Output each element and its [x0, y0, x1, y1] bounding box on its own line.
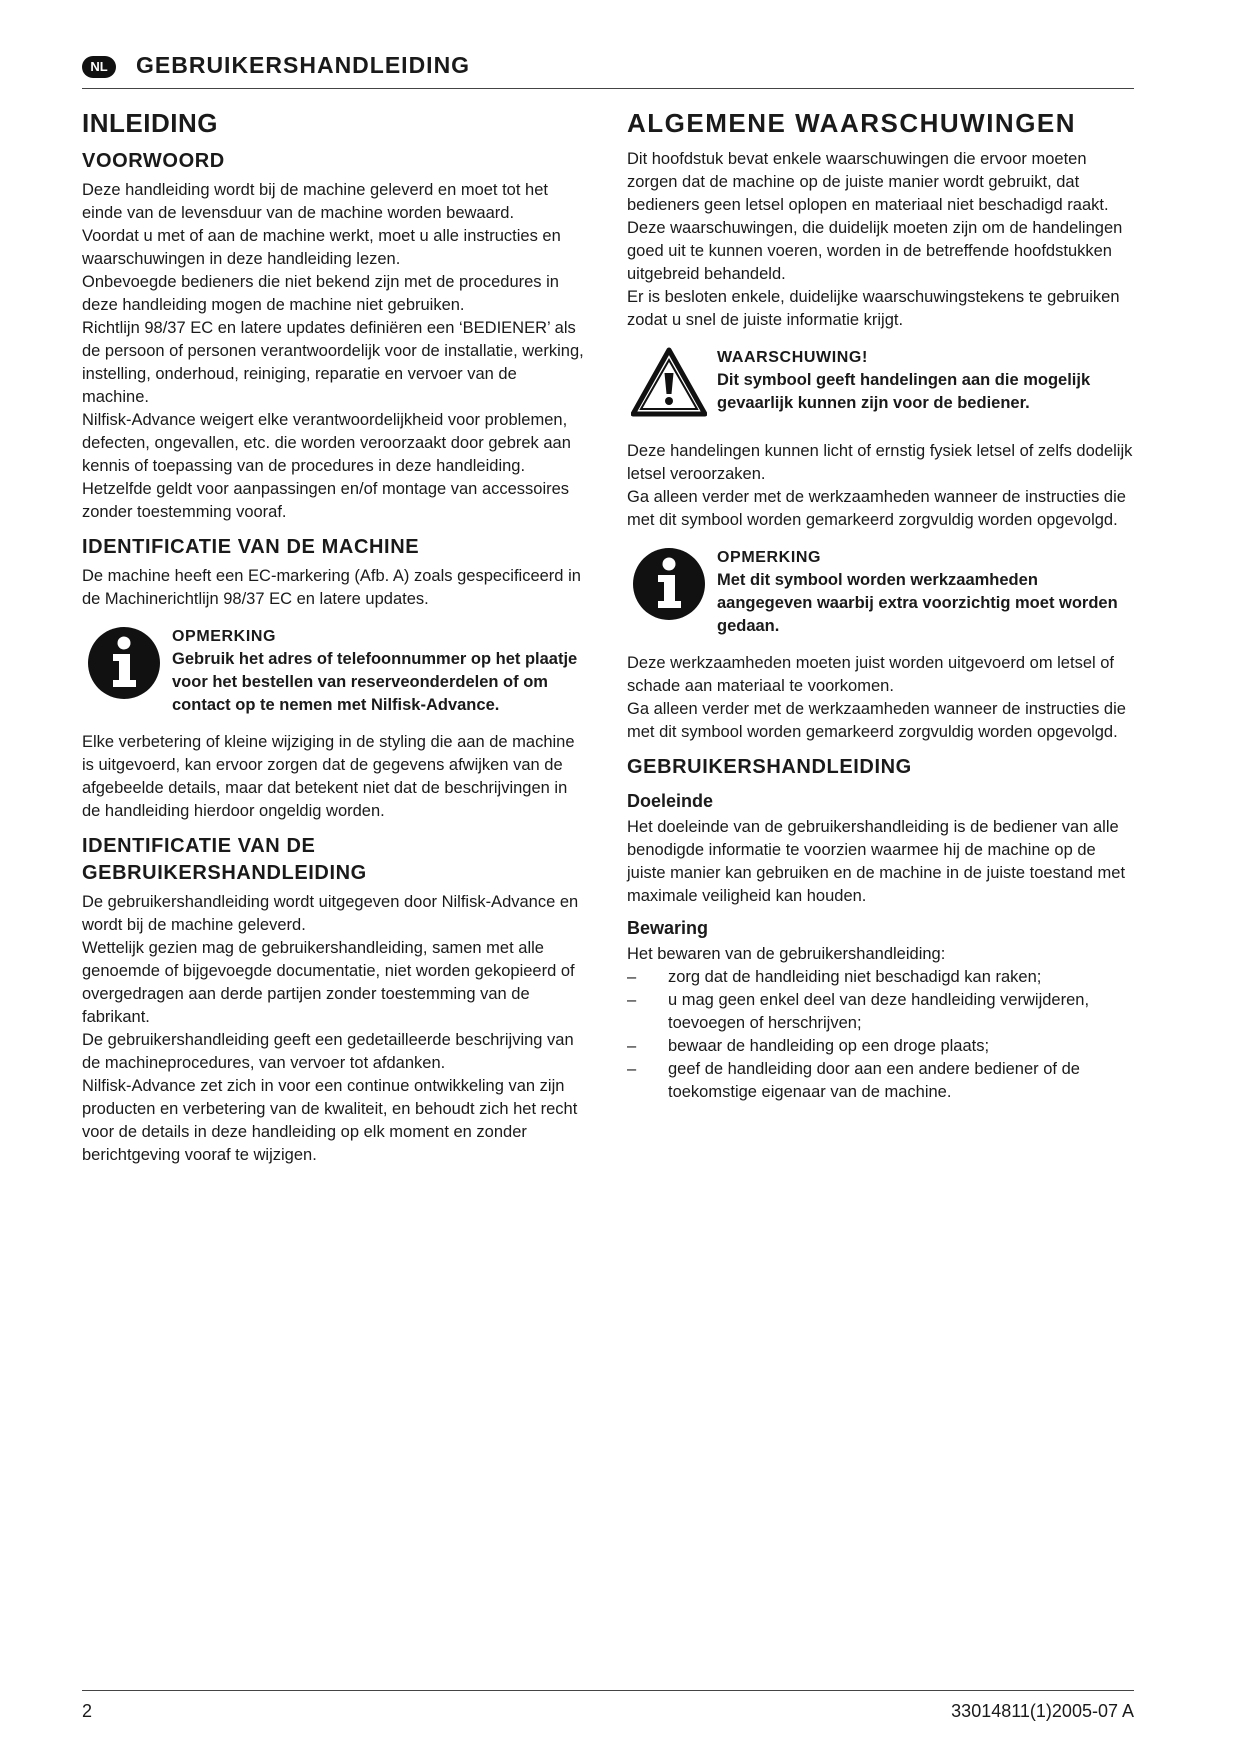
paragraph: Het doeleinde van de gebruikershandleiding is de bediener van alle benodigde informatie te voorzien waarmee hij de machine op de juiste manier kan gebruiken en de machine in de juiste toestand met maximale veiligheid kan houden. — [627, 818, 1126, 905]
list-item: – bewaar de handleiding op een droge plaats; — [627, 1035, 1133, 1058]
paragraph: De gebruikershandleiding wordt uitgegeven door Nilfisk-Advance en wordt bij de machine geleverd. — [82, 893, 579, 934]
subheading-doeleinde: Doeleinde — [627, 791, 714, 811]
heading-identificatie-machine: IDENTIFICATIE VAN DE MACHINE — [82, 536, 420, 558]
paragraph: Onbevoegde bedieners die niet bekend zijn met de procedures in deze handleiding mogen de machine niet gebruiken. — [82, 273, 559, 314]
page-header — [82, 50, 1134, 89]
info-icon — [86, 625, 162, 701]
heading-gebruikershandleiding: GEBRUIKERSHANDLEIDING — [627, 756, 912, 778]
paragraph: Deze handelingen kunnen licht of ernstig fysiek letsel of zelfs dodelijk letsel veroorzaken. — [627, 442, 1133, 483]
bewaring-list — [627, 966, 1133, 1104]
paragraph: Elke verbetering of kleine wijziging in de styling die aan de machine is uitgevoerd, kan ervoor zorgen dat de gegevens afwijken van de afgebeelde details, maar dat betekent niet dat de beschrijvingen in de handleiding hierdoor ongeldig worden. — [82, 733, 575, 820]
header-title: GEBRUIKERSHANDLEIDING — [136, 52, 471, 78]
list-item: – geef de handleiding door aan een andere bediener of de toekomstige eigenaar van de machine. — [627, 1058, 1133, 1104]
paragraph: Nilfisk-Advance zet zich in voor een continue ontwikkeling van zijn producten en verbetering van de kwaliteit, en behoudt zich het recht voor de details in deze handleiding op elk moment en zonder berichtgeving vooraf te wijzigen. — [82, 1077, 578, 1164]
page-footer — [82, 1690, 1134, 1721]
paragraph: Ga alleen verder met de werkzaamheden wanneer de instructies die met dit symbool worden gemarkeerd zorgvuldig worden opgevolgd. — [627, 700, 1126, 741]
section-title-inleiding: INLEIDING — [82, 108, 218, 138]
paragraph: Het bewaren van de gebruikershandleiding: — [627, 945, 946, 963]
paragraph: Deze waarschuwingen, die duidelijk moeten zijn om de handelingen goed uit te kunnen voeren, worden in de betreffende hoofdstukken uitgebreid behandeld. — [627, 219, 1123, 283]
paragraph: Wettelijk gezien mag de gebruikershandleiding, samen met alle genoemde of bijgevoegde documentatie, niet worden gekopieerd of overgedragen aan derde partijen zonder toestemming van de fabrikant. — [82, 939, 575, 1026]
heading-identificatie-handleiding: IDENTIFICATIE VAN DE GEBRUIKERSHANDLEIDING — [82, 835, 367, 884]
section-title-algemene-waarschuwingen: ALGEMENE WAARSCHUWINGEN — [627, 108, 1077, 138]
paragraph: Ga alleen verder met de werkzaamheden wanneer de instructies die met dit symbool worden gemarkeerd zorgvuldig worden opgevolgd. — [627, 488, 1126, 529]
language-badge: NL — [82, 56, 116, 78]
note-label: OPMERKING — [172, 628, 277, 645]
document-code: 33014811(1)2005-07 A — [951, 1701, 1134, 1721]
paragraph: Hetzelfde geldt voor aanpassingen en/of montage van accessoires zonder toestemming vooraf. — [82, 480, 570, 521]
note-body: Gebruik het adres of telefoonnummer op het plaatje voor het bestellen van reserveonderdelen of om contact op te nemen met Nilfisk-Advance. — [172, 650, 578, 714]
warning-triangle-icon — [631, 346, 707, 422]
paragraph: Deze werkzaamheden moeten juist worden uitgevoerd om letsel of schade aan materiaal te voorkomen. — [627, 654, 1115, 695]
warning-label: WAARSCHUWING! — [717, 349, 868, 366]
note-box — [627, 546, 1133, 638]
paragraph: Deze handleiding wordt bij de machine geleverd en moet tot het einde van de levensduur van de machine worden bewaard. — [82, 181, 548, 222]
paragraph: Richtlijn 98/37 EC en latere updates definiëren een ‘BEDIENER’ als de persoon of personen verantwoordelijk voor de installatie, werking, instelling, onderhoud, reiniging, reparatie en vervoer van de machine. — [82, 319, 584, 406]
paragraph: De machine heeft een EC-markering (Afb. A) zoals gespecificeerd in de Machinerichtlijn 98/37 EC en latere updates. — [82, 567, 581, 608]
note-box — [82, 625, 588, 717]
paragraph: De gebruikershandleiding geeft een gedetailleerde beschrijving van de machineprocedures, van vervoer tot afdanken. — [82, 1031, 574, 1072]
paragraph: Voordat u met of aan de machine werkt, moet u alle instructies en waarschuwingen in deze handleiding lezen. — [82, 227, 561, 268]
note-label: OPMERKING — [717, 549, 822, 566]
paragraph: Nilfisk-Advance weigert elke verantwoordelijkheid voor problemen, defecten, ongevallen, etc. die worden veroorzaakt door gebrek aan kennis of toepassing van de procedures in deze handleiding. — [82, 411, 571, 475]
right-column — [627, 108, 1133, 1104]
list-item: – u mag geen enkel deel van deze handleiding verwijderen, toevoegen of herschrijven; — [627, 989, 1133, 1035]
paragraph: Dit hoofdstuk bevat enkele waarschuwingen die ervoor moeten zorgen dat de machine op de juiste manier wordt gebruikt, dat bedieners geen letsel oplopen en materiaal niet beschadigd raakt. — [627, 150, 1109, 214]
page-number: 2 — [82, 1701, 93, 1721]
heading-voorwoord: VOORWOORD — [82, 150, 225, 172]
note-body: Met dit symbool worden werkzaamheden aangegeven waarbij extra voorzichtig moet worden gedaan. — [717, 571, 1118, 635]
subheading-bewaring: Bewaring — [627, 918, 709, 938]
warning-box — [627, 346, 1133, 426]
info-icon — [631, 546, 707, 622]
warning-body: Dit symbool geeft handelingen aan die mogelijk gevaarlijk kunnen zijn voor de bediener. — [717, 371, 1091, 412]
left-column — [82, 108, 588, 1167]
paragraph: Er is besloten enkele, duidelijke waarschuwingstekens te gebruiken zodat u snel de juiste informatie krijgt. — [627, 288, 1120, 329]
list-item: – zorg dat de handleiding niet beschadigd kan raken; — [627, 966, 1133, 989]
